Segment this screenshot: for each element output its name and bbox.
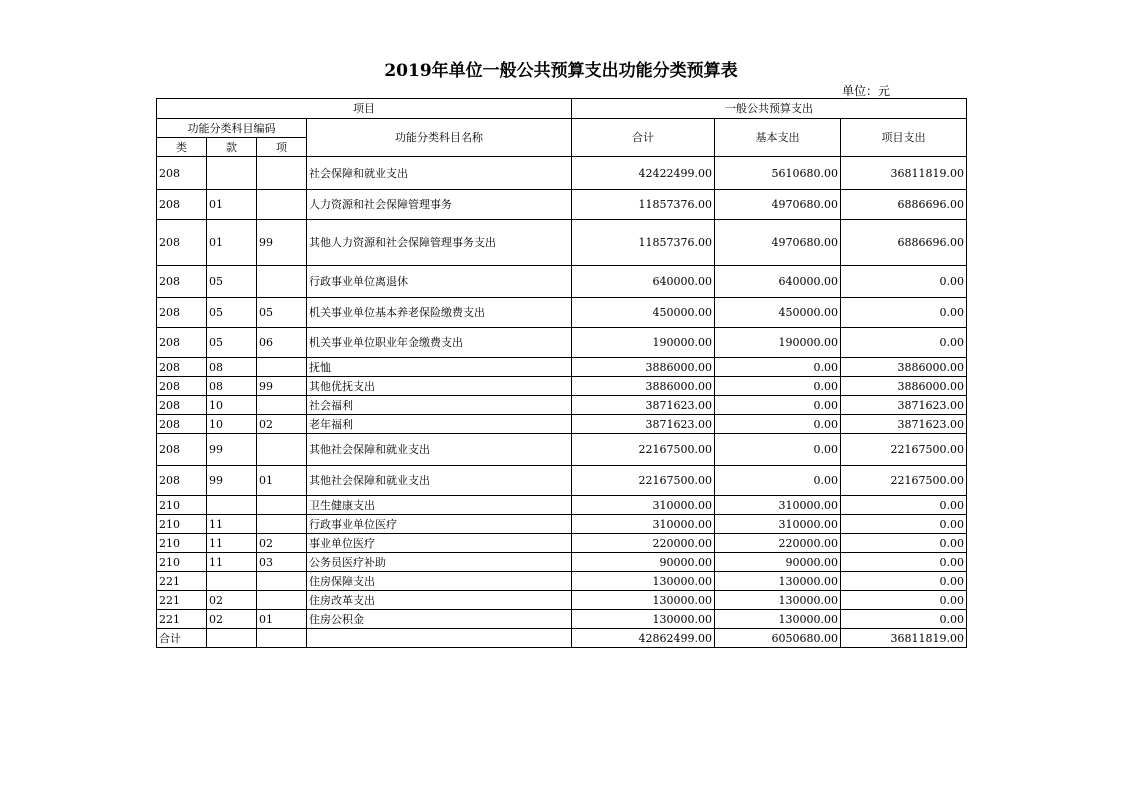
cell-total: 3871623.00 (572, 415, 715, 434)
table-row (157, 328, 967, 358)
page-title: 2019年单位一般公共预算支出功能分类预算表 (384, 61, 738, 81)
cell-xiang (257, 434, 307, 466)
cell-basic: 0.00 (715, 377, 841, 396)
cell-basic: 6050680.00 (715, 629, 841, 648)
cell-total: 11857376.00 (572, 190, 715, 220)
cell-xiang (257, 266, 307, 298)
cell-lei: 221 (157, 572, 207, 591)
cell-lei: 210 (157, 553, 207, 572)
table-row (157, 496, 967, 515)
cell-total: 3886000.00 (572, 377, 715, 396)
cell-total: 310000.00 (572, 496, 715, 515)
cell-name: 抚恤 (307, 358, 572, 377)
table-row (157, 553, 967, 572)
cell-basic: 130000.00 (715, 610, 841, 629)
cell-kuan: 11 (207, 534, 257, 553)
table-row (157, 190, 967, 220)
cell-name: 机关事业单位基本养老保险缴费支出 (307, 298, 572, 328)
header-project-exp: 项目支出 (841, 119, 967, 157)
cell-name: 其他优抚支出 (307, 377, 572, 396)
cell-kuan: 05 (207, 298, 257, 328)
cell-name: 社会福利 (307, 396, 572, 415)
cell-basic: 640000.00 (715, 266, 841, 298)
header-func-name: 功能分类科目名称 (307, 119, 572, 157)
cell-kuan: 10 (207, 396, 257, 415)
cell-xiang (257, 396, 307, 415)
table-row (157, 515, 967, 534)
cell-xiang (257, 496, 307, 515)
cell-project: 36811819.00 (841, 157, 967, 190)
cell-project: 36811819.00 (841, 629, 967, 648)
table-row (157, 415, 967, 434)
cell-project: 0.00 (841, 572, 967, 591)
header-basic: 基本支出 (715, 119, 841, 157)
cell-basic: 450000.00 (715, 298, 841, 328)
cell-total: 190000.00 (572, 328, 715, 358)
cell-kuan: 01 (207, 190, 257, 220)
cell-kuan: 08 (207, 358, 257, 377)
cell-name: 人力资源和社会保障管理事务 (307, 190, 572, 220)
budget-table (156, 98, 967, 648)
cell-empty (307, 629, 572, 648)
cell-xiang (257, 157, 307, 190)
cell-basic: 4970680.00 (715, 190, 841, 220)
cell-xiang: 01 (257, 610, 307, 629)
cell-name: 住房改革支出 (307, 591, 572, 610)
cell-total: 450000.00 (572, 298, 715, 328)
header-func-code: 功能分类科目编码 (157, 119, 307, 138)
cell-name: 机关事业单位职业年金缴费支出 (307, 328, 572, 358)
cell-kuan: 11 (207, 553, 257, 572)
cell-project: 0.00 (841, 610, 967, 629)
header-general-budget: 一般公共预算支出 (572, 99, 967, 119)
cell-total: 3871623.00 (572, 396, 715, 415)
cell-project: 3886000.00 (841, 358, 967, 377)
cell-name: 其他社会保障和就业支出 (307, 434, 572, 466)
cell-total: 11857376.00 (572, 220, 715, 266)
cell-project: 6886696.00 (841, 190, 967, 220)
cell-kuan: 01 (207, 220, 257, 266)
cell-basic: 190000.00 (715, 328, 841, 358)
cell-lei: 221 (157, 591, 207, 610)
table-row (157, 610, 967, 629)
cell-project: 0.00 (841, 266, 967, 298)
cell-name: 行政事业单位医疗 (307, 515, 572, 534)
cell-total: 22167500.00 (572, 434, 715, 466)
table-row (157, 534, 967, 553)
cell-lei: 208 (157, 396, 207, 415)
cell-xiang: 02 (257, 534, 307, 553)
cell-lei: 208 (157, 377, 207, 396)
cell-total: 3886000.00 (572, 358, 715, 377)
cell-name: 其他人力资源和社会保障管理事务支出 (307, 220, 572, 266)
cell-xiang (257, 591, 307, 610)
cell-project: 0.00 (841, 496, 967, 515)
cell-kuan (207, 496, 257, 515)
cell-lei: 208 (157, 415, 207, 434)
cell-xiang: 05 (257, 298, 307, 328)
cell-total: 42422499.00 (572, 157, 715, 190)
cell-xiang: 03 (257, 553, 307, 572)
cell-name: 老年福利 (307, 415, 572, 434)
cell-total: 42862499.00 (572, 629, 715, 648)
cell-lei: 208 (157, 358, 207, 377)
table-row (157, 377, 967, 396)
cell-xiang: 99 (257, 220, 307, 266)
cell-lei: 208 (157, 266, 207, 298)
cell-name: 其他社会保障和就业支出 (307, 466, 572, 496)
cell-total: 130000.00 (572, 591, 715, 610)
table-row (157, 591, 967, 610)
cell-kuan: 11 (207, 515, 257, 534)
cell-basic: 4970680.00 (715, 220, 841, 266)
cell-lei: 208 (157, 466, 207, 496)
cell-name: 公务员医疗补助 (307, 553, 572, 572)
cell-basic: 130000.00 (715, 591, 841, 610)
table-row (157, 572, 967, 591)
cell-xiang: 06 (257, 328, 307, 358)
total-label: 合计 (157, 629, 207, 648)
cell-basic: 0.00 (715, 358, 841, 377)
cell-lei: 208 (157, 328, 207, 358)
header-lei: 类 (157, 138, 207, 157)
cell-lei: 208 (157, 298, 207, 328)
cell-total: 22167500.00 (572, 466, 715, 496)
cell-basic: 90000.00 (715, 553, 841, 572)
table-row (157, 396, 967, 415)
cell-basic: 0.00 (715, 396, 841, 415)
cell-kuan: 99 (207, 466, 257, 496)
cell-basic: 310000.00 (715, 496, 841, 515)
cell-kuan: 99 (207, 434, 257, 466)
cell-empty (207, 629, 257, 648)
unit-label: 单位：元 (841, 84, 890, 98)
cell-total: 90000.00 (572, 553, 715, 572)
cell-kuan (207, 157, 257, 190)
cell-lei: 208 (157, 157, 207, 190)
cell-lei: 210 (157, 515, 207, 534)
total-row (157, 629, 967, 648)
cell-xiang (257, 515, 307, 534)
cell-basic: 220000.00 (715, 534, 841, 553)
cell-total: 640000.00 (572, 266, 715, 298)
table-row (157, 466, 967, 496)
cell-project: 6886696.00 (841, 220, 967, 266)
cell-project: 3871623.00 (841, 415, 967, 434)
cell-name: 事业单位医疗 (307, 534, 572, 553)
cell-name: 社会保障和就业支出 (307, 157, 572, 190)
cell-total: 130000.00 (572, 610, 715, 629)
cell-lei: 221 (157, 610, 207, 629)
table-row (157, 298, 967, 328)
cell-kuan: 05 (207, 328, 257, 358)
cell-basic: 0.00 (715, 466, 841, 496)
cell-lei: 210 (157, 534, 207, 553)
cell-project: 0.00 (841, 534, 967, 553)
cell-lei: 210 (157, 496, 207, 515)
table-row (157, 434, 967, 466)
header-xiang: 项 (257, 138, 307, 157)
cell-xiang (257, 190, 307, 220)
cell-project: 22167500.00 (841, 466, 967, 496)
cell-kuan: 02 (207, 610, 257, 629)
cell-project: 3871623.00 (841, 396, 967, 415)
cell-kuan: 02 (207, 591, 257, 610)
table-row (157, 220, 967, 266)
cell-xiang: 01 (257, 466, 307, 496)
cell-name: 卫生健康支出 (307, 496, 572, 515)
header-total: 合计 (572, 119, 715, 157)
table-row (157, 157, 967, 190)
cell-total: 310000.00 (572, 515, 715, 534)
table-row (157, 266, 967, 298)
cell-kuan (207, 572, 257, 591)
cell-total: 130000.00 (572, 572, 715, 591)
cell-project: 0.00 (841, 298, 967, 328)
cell-name: 行政事业单位离退休 (307, 266, 572, 298)
cell-basic: 130000.00 (715, 572, 841, 591)
table-row (157, 358, 967, 377)
cell-basic: 0.00 (715, 415, 841, 434)
cell-project: 0.00 (841, 328, 967, 358)
cell-kuan: 08 (207, 377, 257, 396)
cell-lei: 208 (157, 434, 207, 466)
cell-empty (257, 629, 307, 648)
cell-lei: 208 (157, 220, 207, 266)
cell-project: 22167500.00 (841, 434, 967, 466)
cell-xiang: 99 (257, 377, 307, 396)
header-kuan: 款 (207, 138, 257, 157)
cell-name: 住房公积金 (307, 610, 572, 629)
header-project: 项目 (157, 99, 572, 119)
cell-kuan: 05 (207, 266, 257, 298)
cell-kuan: 10 (207, 415, 257, 434)
cell-basic: 5610680.00 (715, 157, 841, 190)
cell-project: 3886000.00 (841, 377, 967, 396)
cell-lei: 208 (157, 190, 207, 220)
cell-project: 0.00 (841, 591, 967, 610)
cell-basic: 310000.00 (715, 515, 841, 534)
cell-basic: 0.00 (715, 434, 841, 466)
cell-xiang (257, 358, 307, 377)
cell-xiang (257, 572, 307, 591)
cell-xiang: 02 (257, 415, 307, 434)
cell-total: 220000.00 (572, 534, 715, 553)
cell-project: 0.00 (841, 553, 967, 572)
cell-name: 住房保障支出 (307, 572, 572, 591)
cell-project: 0.00 (841, 515, 967, 534)
